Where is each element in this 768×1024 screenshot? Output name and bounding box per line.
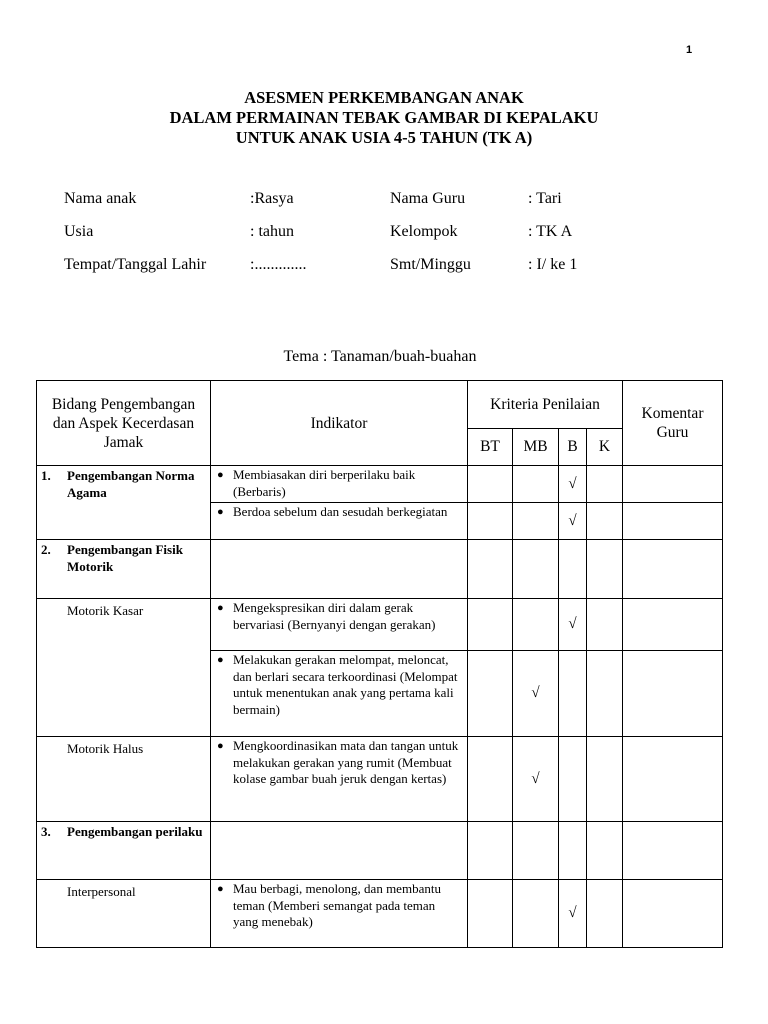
mark-bt	[468, 880, 513, 948]
comment-cell	[623, 880, 723, 948]
mark-k	[587, 822, 623, 880]
header-mb: MB	[513, 429, 559, 466]
comment-cell	[623, 503, 723, 540]
title-line-2: DALAM PERMAINAN TEBAK GAMBAR DI KEPALAKU	[169, 108, 599, 127]
sub-aspect-title: Interpersonal	[67, 884, 136, 899]
indicator-text: Berdoa sebelum dan sesudah berkegiatan	[233, 504, 448, 519]
comment-cell	[623, 651, 723, 737]
indicator-cell	[211, 822, 468, 880]
mark-k	[587, 503, 623, 540]
info-row-2	[64, 223, 704, 256]
mark-mb	[513, 880, 559, 948]
indicator-cell	[211, 651, 468, 737]
mark-bt	[468, 822, 513, 880]
comment-cell	[623, 737, 723, 822]
sub-aspect-cell	[37, 737, 211, 822]
student-info	[64, 190, 704, 289]
indicator-text: Membiasakan diri berperilaku baik (Berbaris)	[233, 467, 416, 499]
section-title: Pengembangan perilaku	[67, 824, 203, 839]
mark-k	[587, 540, 623, 599]
indicator-text: Mau berbagi, menolong, dan membantu teman (Memberi semangat pada teman yang menebak)	[233, 881, 441, 929]
info-row-3	[64, 256, 704, 289]
nama-guru-label: Nama Guru	[390, 190, 466, 207]
mark-b: √	[559, 599, 587, 651]
aspect-cell	[37, 466, 211, 540]
mark-mb	[513, 466, 559, 503]
comment-cell	[623, 822, 723, 880]
indicator-text: Mengekspresikan diri dalam gerak bervariasi (Bernyanyi dengan gerakan)	[233, 600, 436, 632]
bullet-icon: ●	[217, 883, 224, 895]
bullet-icon: ●	[217, 740, 224, 752]
section-title: Pengembangan Fisik Motorik	[67, 542, 183, 574]
kelompok-value: : TK A	[528, 223, 573, 240]
page-number: 1	[686, 44, 693, 56]
sub-aspect-title: Motorik Kasar	[67, 603, 144, 618]
mark-k	[587, 880, 623, 948]
header-bt: BT	[468, 429, 513, 466]
header-komentar: Komentar Guru	[623, 381, 723, 466]
mark-bt	[468, 540, 513, 599]
sub-aspect-cell	[37, 880, 211, 948]
header-k: K	[587, 429, 623, 466]
table-row	[37, 737, 723, 822]
header-indikator: Indikator	[211, 381, 468, 466]
mark-b	[559, 651, 587, 737]
mark-mb	[513, 599, 559, 651]
header-row-1	[37, 381, 723, 429]
info-row-1	[64, 190, 704, 223]
indicator-text: Melakukan gerakan melompat, meloncat, dan berlari secara terkoordinasi (Melompat untuk menentukan anak yang pertama kali bermain)	[233, 652, 458, 717]
header-b: B	[559, 429, 587, 466]
ttl-label: Tempat/Tanggal Lahir	[64, 256, 207, 273]
smt-label: Smt/Minggu	[390, 256, 471, 273]
aspect-cell	[37, 540, 211, 599]
sub-aspect-cell	[37, 599, 211, 737]
kelompok-label: Kelompok	[390, 223, 458, 240]
mark-bt	[468, 503, 513, 540]
bullet-icon: ●	[217, 506, 224, 518]
comment-cell	[623, 540, 723, 599]
mark-mb	[513, 503, 559, 540]
ttl-value: :.............	[250, 256, 307, 273]
nama-guru-value: : Tari	[528, 190, 562, 207]
indicator-cell	[211, 880, 468, 948]
mark-k	[587, 651, 623, 737]
usia-label: Usia	[64, 223, 94, 240]
mark-mb	[513, 540, 559, 599]
nama-anak-label: Nama anak	[64, 190, 137, 207]
indicator-cell	[211, 466, 468, 503]
table-row	[37, 599, 723, 651]
header-kriteria: Kriteria Penilaian	[468, 381, 623, 429]
mark-b	[559, 540, 587, 599]
mark-b	[559, 737, 587, 822]
table-row	[37, 540, 723, 599]
mark-mb: √	[513, 651, 559, 737]
mark-k	[587, 737, 623, 822]
mark-b: √	[559, 880, 587, 948]
mark-bt	[468, 599, 513, 651]
mark-bt	[468, 651, 513, 737]
title-line-1: ASESMEN PERKEMBANGAN ANAK	[244, 88, 524, 107]
bullet-icon: ●	[217, 602, 224, 614]
header-bidang: Bidang Pengembangan dan Aspek Kecerdasan Jamak	[37, 381, 211, 466]
mark-mb: √	[513, 737, 559, 822]
mark-bt	[468, 737, 513, 822]
mark-k	[587, 466, 623, 503]
mark-b	[559, 822, 587, 880]
table-row	[37, 466, 723, 503]
indicator-cell	[211, 599, 468, 651]
mark-k	[587, 599, 623, 651]
assessment-table	[36, 380, 723, 948]
comment-cell	[623, 466, 723, 503]
indicator-text: Mengkoordinasikan mata dan tangan untuk melakukan gerakan yang rumit (Membuat kolase gambar buah jeruk dengan kertas)	[233, 738, 459, 786]
comment-cell	[623, 599, 723, 651]
mark-b: √	[559, 503, 587, 540]
title-line-3: UNTUK ANAK USIA 4-5 TAHUN (TK A)	[235, 128, 533, 147]
smt-value: : I/ ke 1	[528, 256, 578, 273]
usia-value: : tahun	[250, 223, 294, 240]
table-row	[37, 880, 723, 948]
document-title	[0, 88, 768, 148]
indicator-cell	[211, 540, 468, 599]
section-number: 1.	[41, 468, 51, 483]
mark-b: √	[559, 466, 587, 503]
indicator-cell	[211, 503, 468, 540]
nama-anak-value: :Rasya	[250, 190, 294, 207]
section-number: 3.	[41, 824, 51, 839]
bullet-icon: ●	[217, 654, 224, 666]
sub-aspect-title: Motorik Halus	[67, 741, 144, 756]
mark-bt	[468, 466, 513, 503]
indicator-cell	[211, 737, 468, 822]
bullet-icon: ●	[217, 469, 224, 481]
section-title: Pengembangan Norma Agama	[67, 468, 195, 500]
table-row	[37, 822, 723, 880]
aspect-cell	[37, 822, 211, 880]
theme-label: Tema : Tanaman/buah-buahan	[283, 348, 477, 365]
mark-mb	[513, 822, 559, 880]
section-number: 2.	[41, 542, 51, 557]
